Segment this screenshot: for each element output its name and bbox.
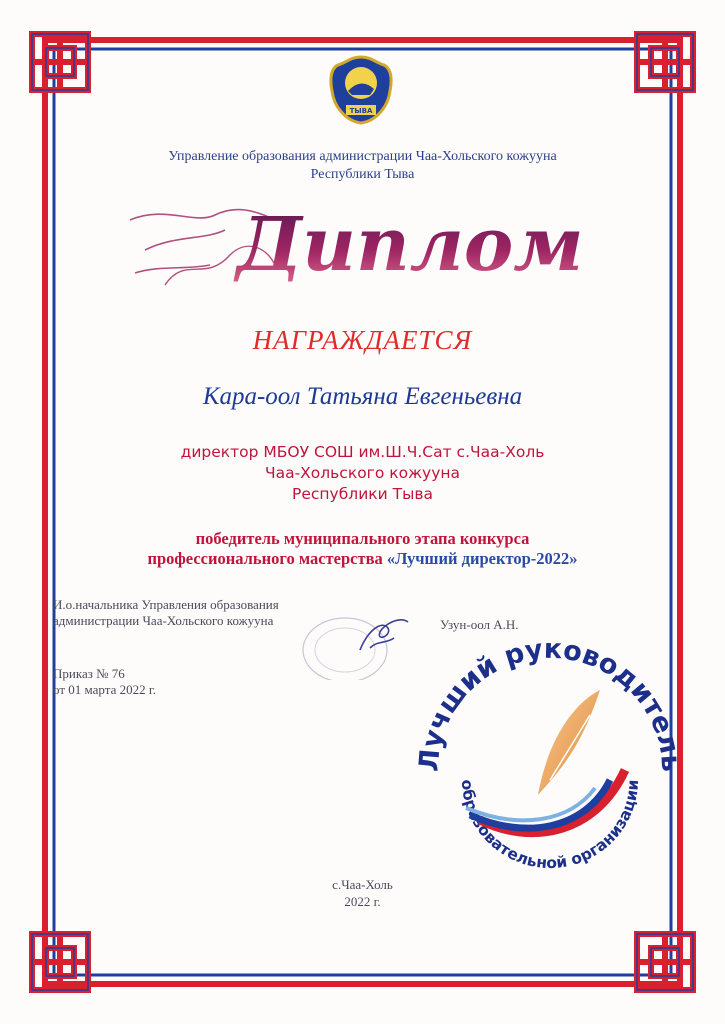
tuva-emblem-icon	[328, 55, 394, 125]
diploma-title	[125, 195, 625, 290]
org-line-1: Управление образования администрации Чаа-Хольского кожууна	[168, 149, 557, 164]
place-city: с.Чаа-Холь	[332, 877, 393, 892]
signer-name: Узун-оол А.Н.	[440, 617, 519, 632]
logo-arc-bottom: образовательной организации	[457, 779, 643, 873]
contest-name: «Лучший директор-2022»	[386, 549, 578, 568]
best-leader-logo	[410, 630, 690, 910]
order-date: от 01 марта 2022 г.	[53, 682, 156, 697]
awarded-heading: НАГРАЖДАЕТСЯ	[252, 325, 473, 355]
position-line-2: Чаа-Хольского кожууна	[264, 464, 461, 482]
signer-title	[53, 597, 279, 629]
achievement-line-2	[0, 549, 725, 569]
stamp-and-signature	[290, 610, 420, 680]
organization-header	[0, 148, 725, 184]
recipient-name: Кара-оол Татьяна Евгеньевна	[202, 383, 523, 410]
signer-title-line-2: администрации Чаа-Хольского кожууна	[53, 613, 274, 628]
signer-title-line-1: И.о.начальника Управления образования	[53, 597, 279, 612]
org-line-2: Республики Тыва	[310, 167, 415, 182]
svg-text:Лучший руководитель	[414, 634, 687, 773]
achievement-line-1: победитель муниципального этапа конкурса	[195, 529, 530, 548]
emblem-text: ТЫВА	[349, 107, 373, 115]
achievement-line-2-prefix: профессионального мастерства	[147, 549, 383, 568]
diploma-word: Диплом	[236, 202, 584, 288]
place-year: 2022 г.	[344, 894, 381, 909]
achievement-text	[0, 529, 725, 569]
logo-arc-top: Лучший руководитель	[413, 633, 687, 773]
order-reference	[53, 666, 156, 698]
position-line-1: директор МБОУ СОШ им.Ш.Ч.Сат с.Чаа-Холь	[180, 443, 545, 461]
place-and-year	[0, 876, 725, 910]
order-number: Приказ № 76	[53, 666, 125, 681]
recipient-position	[0, 442, 725, 505]
position-line-3: Республики Тыва	[292, 485, 433, 503]
